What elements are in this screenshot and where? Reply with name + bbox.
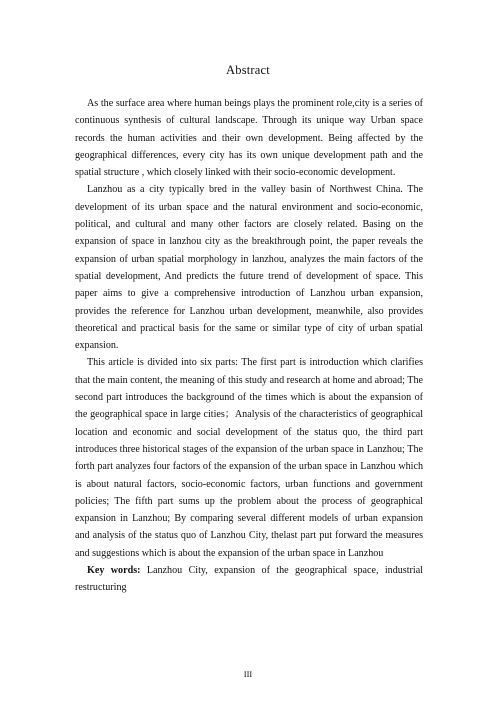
- keywords-text: Lanzhou City, expansion of the geographical space, industrial restructuring: [75, 565, 423, 594]
- paragraph-structure: This article is divided into six parts: The first part is introduction which clarifies that the main content, the meaning of this study and research at home and abroad; The second part introduces the background of the times which is about the expansion of the geographical space in large cities；Analysis of the characteristics of geographical location and economic and social development of the status quo, the third part introduces three historical stages of the expansion of the urban space in Lanzhou; The forth part analyzes four factors of the expansion of the urban space in Lanzhou which is about natural factors, socio-economic factors, urban functions and government policies; The fifth part sums up the problem about the process of geographical expansion in Lanzhou; By comparing several different models of urban expansion and analysis of the status quo of Lanzhou City, thelast part put forward the measures and suggestions which is about the expansion of the urban space in Lanzhou: [75, 357, 423, 559]
- keywords-label: Key words:: [87, 565, 141, 577]
- abstract-body: [75, 95, 423, 597]
- keywords-line: [75, 562, 423, 597]
- paragraph-lanzhou: Lanzhou as a city typically bred in the valley basin of Northwest China. The development of its urban space and the natural environment and socio-economic, political, and cultural and many other factors are closely related. Basing on the expansion of space in lanzhou city as the breakthrough point, the paper reveals the expansion of urban spatial morphology in lanzhou, analyzes the main factors of the spatial development, And predicts the future trend of development of space. This paper aims to give a comprehensive introduction of Lanzhou urban expansion, provides the reference for Lanzhou urban development, meanwhile, also provides theoretical and practical basis for the same or similar type of city of urban spatial expansion.: [75, 184, 423, 352]
- abstract-title: Abstract: [226, 63, 270, 77]
- paragraph-intro: As the surface area where human beings plays the prominent role,city is a series of continuous synthesis of cultural landscape. Through its unique way Urban space records the human activities and their own development. Being affected by the geographical differences, every city has its own unique development path and the spatial structure , which closely linked with their socio-economic development.: [75, 98, 423, 179]
- page-number: III: [243, 669, 253, 679]
